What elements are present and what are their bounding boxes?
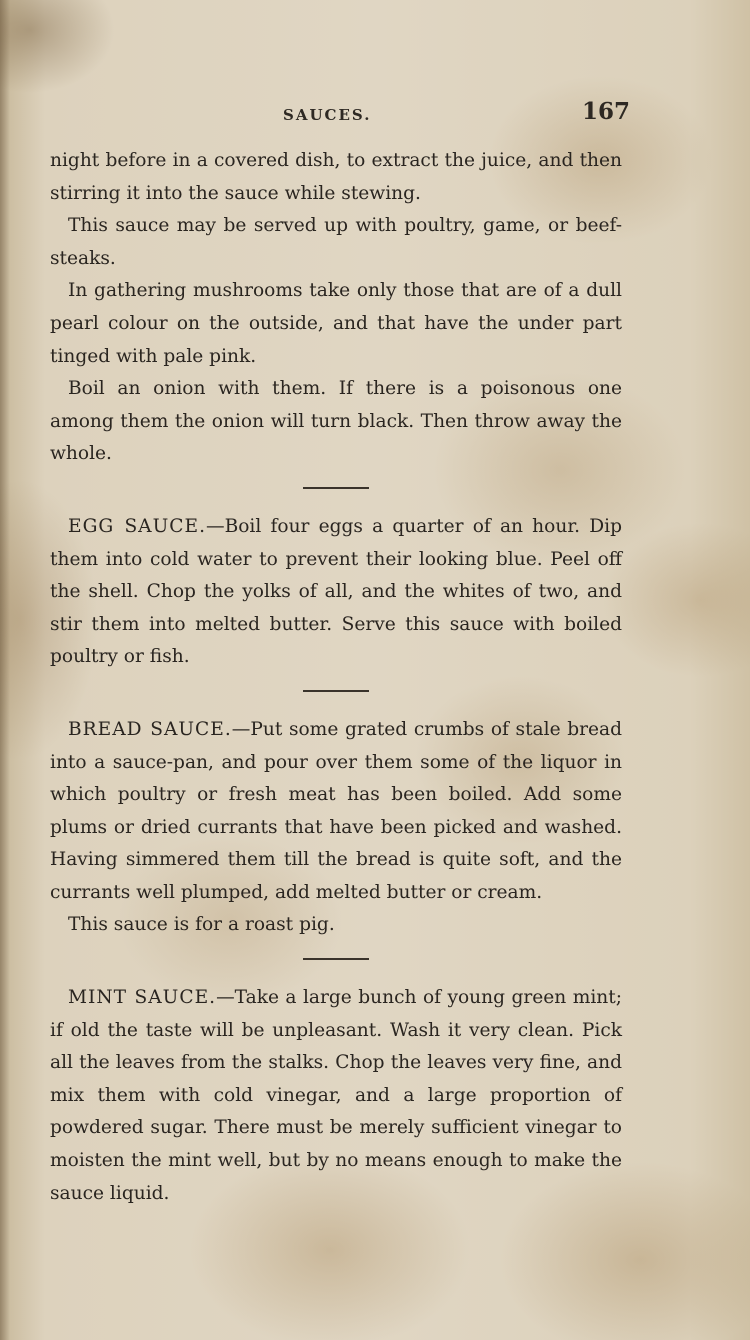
paragraph-mushrooms: In gathering mushrooms take only those that are of a dull pearl colour on the outside, and that have the under part tinged with pale pink. (50, 280, 622, 367)
recipe-mint-sauce (50, 982, 622, 1210)
section-divider (303, 690, 369, 692)
recipe-bread-sauce (50, 714, 622, 910)
paragraph-serving: This sauce may be served up with poultry, game, or beef-steaks. (50, 215, 622, 269)
recipe-text: —Boil four eggs a quarter of an hour. Dip them into cold water to prevent their looking blue. Peel off the shell. Chop the yolks of all, and the whites of two, and stir them into melted butter. Serve this sauce with boiled poultry or fish. (50, 515, 622, 668)
recipe-text: —Put some grated crumbs of stale bread into a sauce-pan, and pour over them some of the liquor in which poultry or fresh meat has been boiled. Add some plums or dried currants that have been picked and washed. Having simmered them till the bread is quite soft, and the currants well plumped, add melted butter or cream. (50, 718, 623, 903)
recipe-title: MINT SAUCE. (68, 987, 217, 1009)
page-header (0, 96, 750, 130)
section-divider (303, 487, 369, 489)
recipe-egg-sauce (50, 511, 622, 674)
paragraph-onion-test: Boil an onion with them. If there is a poisonous one among them the onion will turn black. Then throw away the whole. (50, 378, 622, 465)
page-body (50, 145, 622, 1210)
recipe-text: —Take a large bunch of young green mint; if old the taste will be unpleasant. Wash it very clean. Pick all the leaves from the stalks. Chop the leaves very fine, and mix them with cold vinegar, and a large proportion of powdered sugar. There must be merely sufficient vinegar to moisten the mint well, but by no means enough to make the sauce liquid. (50, 987, 622, 1204)
section-divider (303, 958, 369, 960)
running-head: SAUCES. (283, 106, 372, 124)
recipe-title: BREAD SAUCE. (68, 718, 232, 740)
paragraph-continued: night before in a covered dish, to extract the juice, and then stirring it into the sauce while stewing. (50, 150, 622, 204)
page-binding-shadow (0, 0, 10, 1340)
recipe-note: This sauce is for a roast pig. (68, 914, 335, 936)
recipe-title: EGG SAUCE. (68, 515, 206, 537)
page-number: 167 (582, 98, 631, 125)
